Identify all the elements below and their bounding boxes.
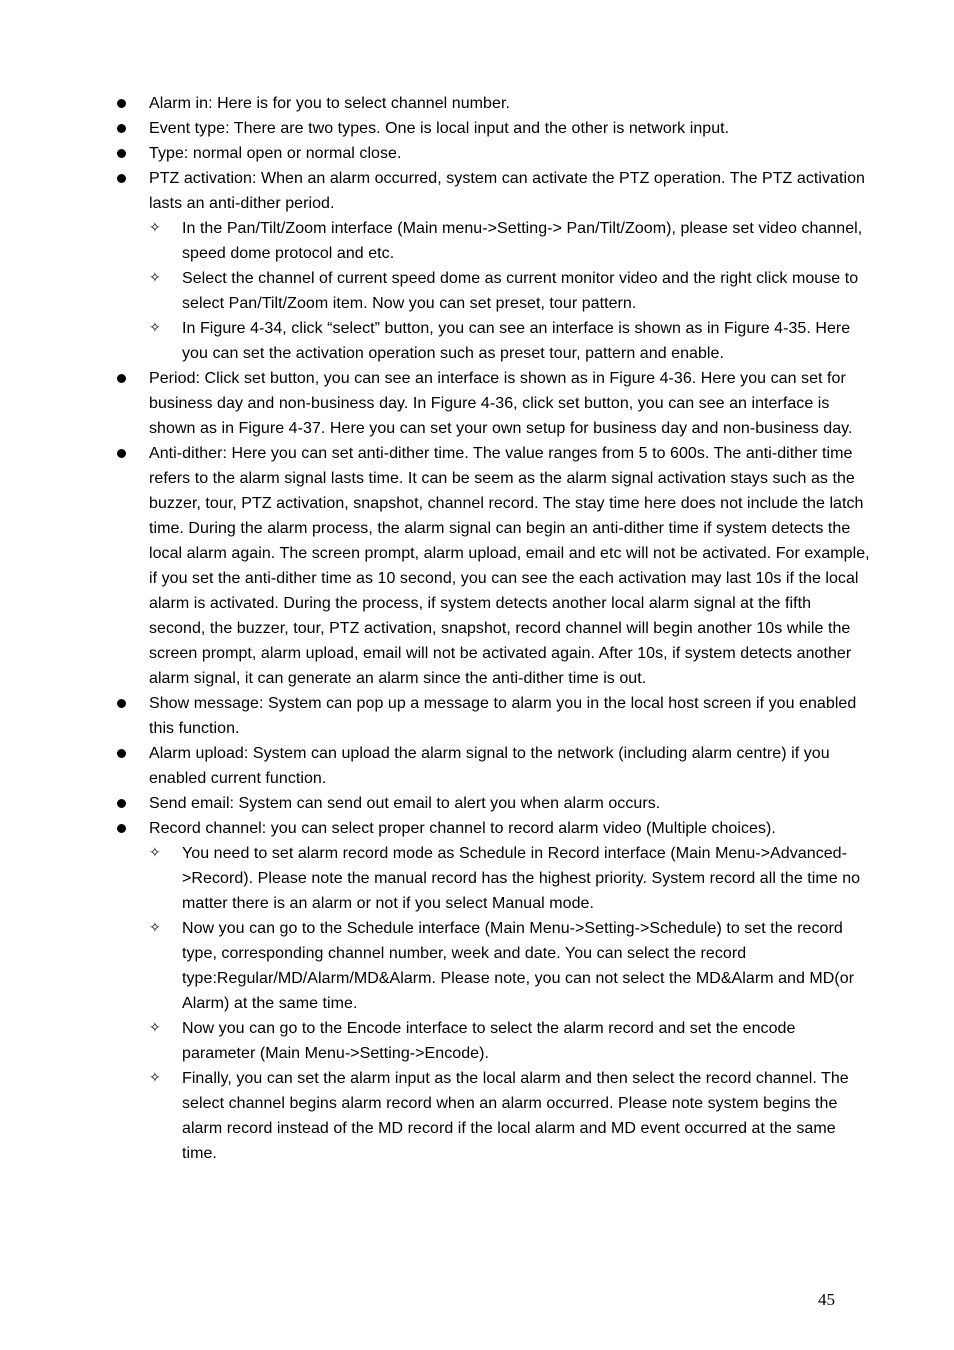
diamond-star-icon: ✧ (149, 220, 161, 236)
list-item-text: Send email: System can send out email to alert you when alarm occurs. (149, 795, 661, 812)
bullet-dot-icon (117, 449, 126, 458)
sub-list-item (0, 266, 870, 316)
bullet-dot-icon (117, 174, 126, 183)
list-item (0, 166, 870, 366)
list-item (0, 691, 870, 741)
diamond-star-icon: ✧ (149, 270, 161, 286)
diamond-star-icon: ✧ (149, 920, 161, 936)
bullet-dot-icon (117, 124, 126, 133)
sub-list (149, 216, 870, 366)
sub-list-item-text: Now you can go to the Schedule interface (Main Menu->Setting->Schedule) to set the record type, corresponding channel number, week and date. You can select the record type:Regular/MD/Alarm/MD&Alarm. Please note, you can not select the MD&Alarm and MD(or Alarm) at the same time. (182, 920, 855, 1012)
list-item-text: Alarm upload: System can upload the alarm signal to the network (including alarm centre) if you enabled current function. (149, 745, 830, 787)
sub-list-item (0, 216, 870, 266)
list-item-text: Show message: System can pop up a message to alarm you in the local host screen if you enabled this function. (149, 695, 857, 737)
page-number: 45 (818, 1290, 835, 1309)
list-item-text: PTZ activation: When an alarm occurred, system can activate the PTZ operation. The PTZ activation lasts an anti-dither period. (149, 170, 865, 212)
sub-list-item-text: Select the channel of current speed dome as current monitor video and the right click mouse to select Pan/Tilt/Zoom item. Now you can set preset, tour pattern. (182, 270, 859, 312)
list-item (0, 441, 870, 691)
sub-list-item (0, 1016, 870, 1066)
list-item-text: Record channel: you can select proper channel to record alarm video (Multiple choices). (149, 820, 776, 837)
sub-list-item-text: In the Pan/Tilt/Zoom interface (Main menu->Setting-> Pan/Tilt/Zoom), please set video channel, speed dome protocol and etc. (182, 220, 863, 262)
sub-list-item-text: You need to set alarm record mode as Schedule in Record interface (Main Menu->Advanced->Record). Please note the manual record has the highest priority. System record all the time no matter there is an alarm or not if you select Manual mode. (182, 845, 861, 912)
list-item (0, 816, 870, 1166)
sub-list-item-text: Now you can go to the Encode interface to select the alarm record and set the encode parameter (Main Menu->Setting->Encode). (182, 1020, 796, 1062)
list-item (0, 141, 870, 166)
sub-list-item-text: Finally, you can set the alarm input as the local alarm and then select the record channel. The select channel begins alarm record when an alarm occurred. Please note system begins the alarm record instead of the MD record if the local alarm and MD event occurred at the same time. (182, 1070, 849, 1162)
bullet-dot-icon (117, 149, 126, 158)
list-item (0, 116, 870, 141)
bullet-dot-icon (117, 374, 126, 383)
bullet-dot-icon (117, 699, 126, 708)
list-item-text: Type: normal open or normal close. (149, 145, 402, 162)
list-item (0, 91, 870, 116)
sub-list-item (0, 1066, 870, 1166)
bullet-list (0, 91, 954, 1166)
list-item (0, 741, 870, 791)
sub-list-item (0, 916, 870, 1016)
bullet-dot-icon (117, 99, 126, 108)
list-item (0, 366, 870, 441)
diamond-star-icon: ✧ (149, 845, 161, 861)
list-item-text: Anti-dither: Here you can set anti-dither time. The value ranges from 5 to 600s. The anti-dither time refers to the alarm signal lasts time. It can be seem as the alarm signal activation stays such as the buzzer, tour, PTZ activation, snapshot, channel record. The stay time here does not include the latch time. During the alarm process, the alarm signal can begin an anti-dither time if system detects the local alarm again. The screen prompt, alarm upload, email and etc will not be activated. For example, if you set the anti-dither time as 10 second, you can see the each activation may last 10s if the local alarm is activated. During the process, if system detects another local alarm signal at the fifth second, the buzzer, tour, PTZ activation, snapshot, record channel will begin another 10s while the screen prompt, alarm upload, email will not be activated again. After 10s, if system detects another alarm signal, it can generate an alarm since the anti-dither time is out. (149, 445, 870, 687)
sub-list-item (0, 316, 870, 366)
diamond-star-icon: ✧ (149, 1020, 161, 1036)
list-item (0, 791, 870, 816)
list-item-text: Period: Click set button, you can see an interface is shown as in Figure 4-36. Here you can set for business day and non-business day. In Figure 4-36, click set button, you can see an interface is shown as in Figure 4-37. Here you can set your own setup for business day and non-business day. (149, 370, 853, 437)
document-body (0, 91, 954, 1166)
diamond-star-icon: ✧ (149, 1070, 161, 1086)
bullet-dot-icon (117, 749, 126, 758)
list-item-text: Alarm in: Here is for you to select channel number. (149, 95, 510, 112)
diamond-star-icon: ✧ (149, 320, 161, 336)
bullet-dot-icon (117, 799, 126, 808)
bullet-dot-icon (117, 824, 126, 833)
sub-list-item-text: In Figure 4-34, click “select” button, you can see an interface is shown as in Figure 4-35. Here you can set the activation operation such as preset tour, pattern and enable. (182, 320, 851, 362)
sub-list-item (0, 841, 870, 916)
list-item-text: Event type: There are two types. One is local input and the other is network input. (149, 120, 730, 137)
sub-list (149, 841, 870, 1166)
